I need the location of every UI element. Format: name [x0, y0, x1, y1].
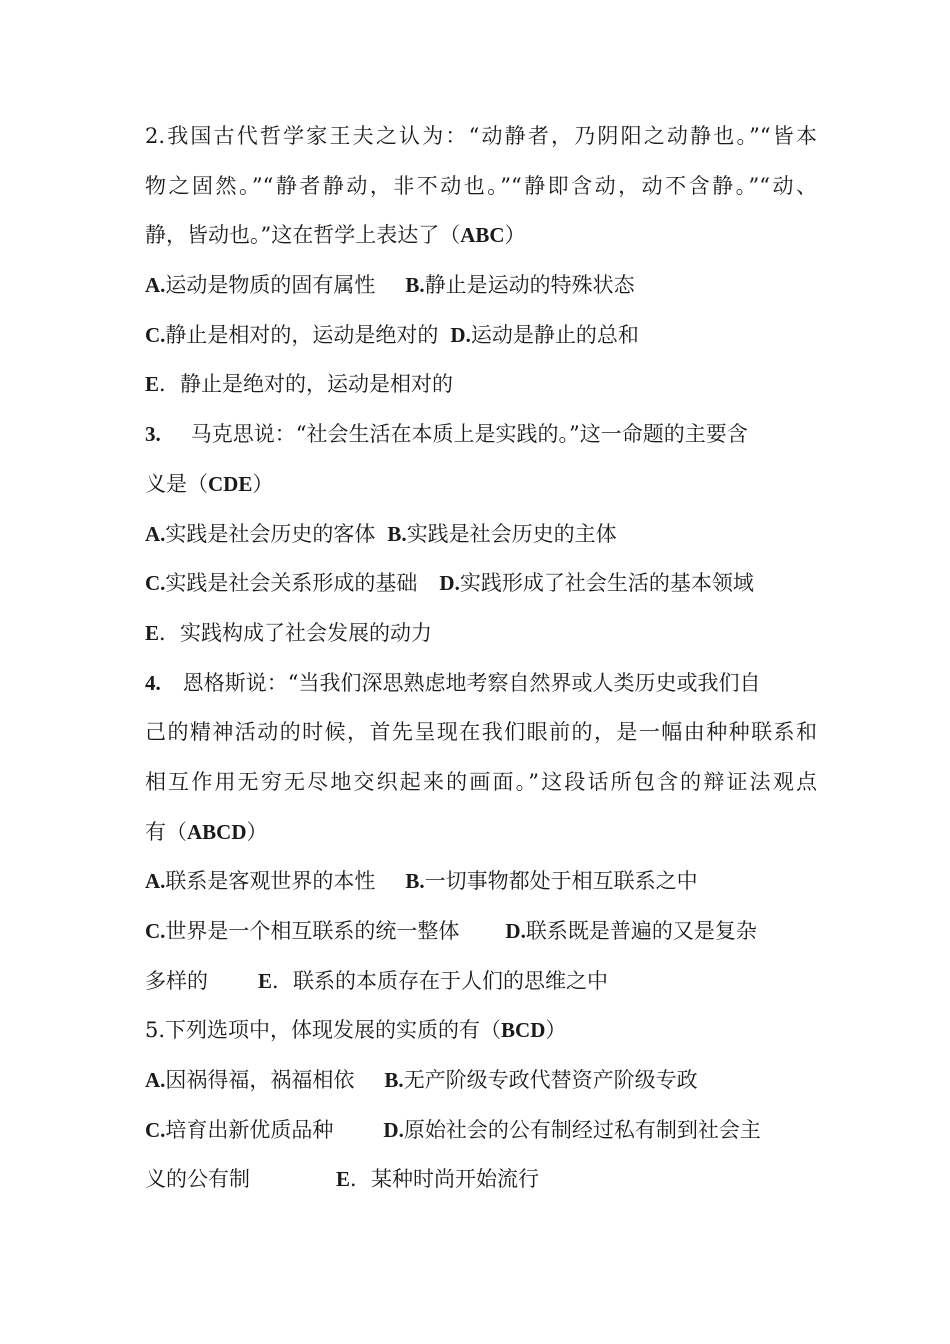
q4-number: 4. — [145, 670, 161, 695]
q5-option-c-text: 培育出新优质品种 — [165, 1117, 334, 1142]
q2-answer: ABC — [460, 223, 505, 248]
q4-stem-line-3: 相互作用无穷无尽地交织起来的画面。”这段话所包含的辩证法观点 — [145, 769, 817, 794]
q5-option-d-text-2: 义的公有制 — [145, 1167, 250, 1192]
q5-option-a-text: 因祸得福，祸福相依 — [165, 1068, 355, 1093]
q4-option-b-letter: B. — [405, 869, 425, 894]
q4-option-d-text-2: 多样的 — [145, 968, 208, 993]
q4-stem-line-1 — [145, 663, 817, 713]
q3-option-d-text: 实践形成了社会生活的基本领域 — [459, 571, 754, 596]
q4-options-ab — [145, 861, 817, 911]
q3-answer: CDE — [208, 471, 253, 496]
q3-stem-text: 马克思说：“社会生活在本质上是实践的。”这一命题的主要含 — [190, 422, 748, 447]
q5-option-a-letter: A. — [145, 1068, 166, 1093]
q5-option-c-letter: C. — [145, 1117, 166, 1142]
q2-option-a-text: 运动是物质的固有属性 — [165, 273, 376, 298]
q2-answer-close: ） — [504, 223, 526, 248]
q2-options-cd — [145, 315, 817, 365]
q4-option-d-text-1: 联系既是普遍的又是复杂 — [525, 919, 757, 943]
q5-options-ab — [145, 1060, 817, 1110]
q3-answer-close: ） — [252, 471, 274, 496]
q3-stem-line-2 — [145, 464, 817, 514]
q5-answer-close: ） — [545, 1018, 567, 1043]
q3-stem-text-2: 义是（ — [145, 471, 208, 496]
q4-answer-close: ） — [246, 819, 268, 844]
q4-options-de — [145, 961, 817, 1011]
q4-option-e-letter: E — [258, 968, 273, 993]
q2-option-b-text: 静止是运动的特殊状态 — [424, 273, 635, 298]
q4-stem-text-4: 有（ — [145, 819, 187, 844]
q3-option-c-letter: C. — [145, 571, 166, 596]
q2-stem-line-2: 物之固然。”“静者静动，非不动也。”“静即含动，动不含静。”“动、 — [145, 173, 817, 198]
q5-option-e-text: ．某种时尚开始流行 — [350, 1167, 540, 1192]
q3-stem-line-1 — [145, 414, 817, 464]
q4-options-cd — [145, 911, 817, 961]
question-text-block — [145, 116, 817, 1209]
q3-option-a-letter: A. — [145, 521, 166, 546]
q4-option-b-text: 一切事物都处于相互联系之中 — [424, 869, 698, 894]
q5-option-b-letter: B. — [384, 1068, 404, 1093]
q2-option-e-text: ．静止是绝对的，运动是相对的 — [159, 372, 454, 397]
q3-option-c-text: 实践是社会关系形成的基础 — [165, 571, 418, 596]
q3-option-e-text: ．实践构成了社会发展的动力 — [159, 620, 433, 645]
q2-stem-text: 静，皆动也。”这在哲学上表达了（ — [145, 223, 461, 248]
q2-options-ab — [145, 265, 817, 315]
q5-options-de — [145, 1159, 817, 1209]
q2-option-d-text: 运动是静止的总和 — [470, 322, 639, 347]
q3-number: 3. — [145, 422, 161, 447]
q3-option-b-letter: B. — [387, 521, 407, 546]
q2-option-a-letter: A. — [145, 273, 166, 298]
q3-options-cd — [145, 563, 817, 613]
q4-answer: ABCD — [187, 819, 247, 844]
q2-stem-line-3 — [145, 215, 817, 265]
q3-option-d-letter: D. — [439, 571, 460, 596]
q4-stem-line-4 — [145, 812, 817, 862]
q2-option-e-letter: E — [145, 372, 160, 397]
q5-option-b-text: 无产阶级专政代替资产阶级专政 — [403, 1068, 698, 1093]
q2-option-c-text: 静止是相对的，运动是绝对的 — [165, 322, 439, 347]
q2-stem-line-1: 2.我国古代哲学家王夫之认为：“动静者，乃阴阳之动静也。”“皆本 — [145, 124, 817, 148]
q3-option-a-text: 实践是社会历史的客体 — [165, 521, 376, 546]
q4-option-e-text: ．联系的本质存在于人们的思维之中 — [272, 968, 609, 993]
q4-option-a-letter: A. — [145, 869, 166, 894]
q4-option-c-text: 世界是一个相互联系的统一整体 — [165, 919, 460, 943]
q3-option-e — [145, 613, 817, 663]
q5-stem-text: 5.下列选项中，体现发展的实质的有（ — [145, 1018, 502, 1043]
q3-option-e-letter: E — [145, 620, 160, 645]
q2-option-d-letter: D. — [450, 322, 471, 347]
q3-option-b-text: 实践是社会历史的主体 — [406, 521, 617, 546]
q4-stem-text: 恩格斯说：“当我们深思熟虑地考察自然界或人类历史或我们自 — [182, 670, 761, 695]
q3-options-ab — [145, 514, 817, 564]
q5-answer: BCD — [501, 1018, 546, 1043]
q5-option-d-letter: D. — [383, 1117, 404, 1142]
q5-stem-line-1 — [145, 1010, 817, 1060]
q4-stem-line-2: 己的精神活动的时候，首先呈现在我们眼前的，是一幅由种种联系和 — [145, 720, 817, 745]
q5-options-cd — [145, 1110, 817, 1160]
q2-option-b-letter: B. — [405, 273, 425, 298]
q5-option-d-text-1: 原始社会的公有制经过私有制到社会主 — [403, 1117, 761, 1142]
q4-option-a-text: 联系是客观世界的本性 — [165, 869, 376, 894]
q5-option-e-letter: E — [336, 1167, 351, 1192]
q2-option-e — [145, 364, 817, 414]
q2-option-c-letter: C. — [145, 322, 166, 347]
q4-option-d-letter: D. — [505, 919, 526, 943]
q4-option-c-letter: C. — [145, 919, 166, 943]
